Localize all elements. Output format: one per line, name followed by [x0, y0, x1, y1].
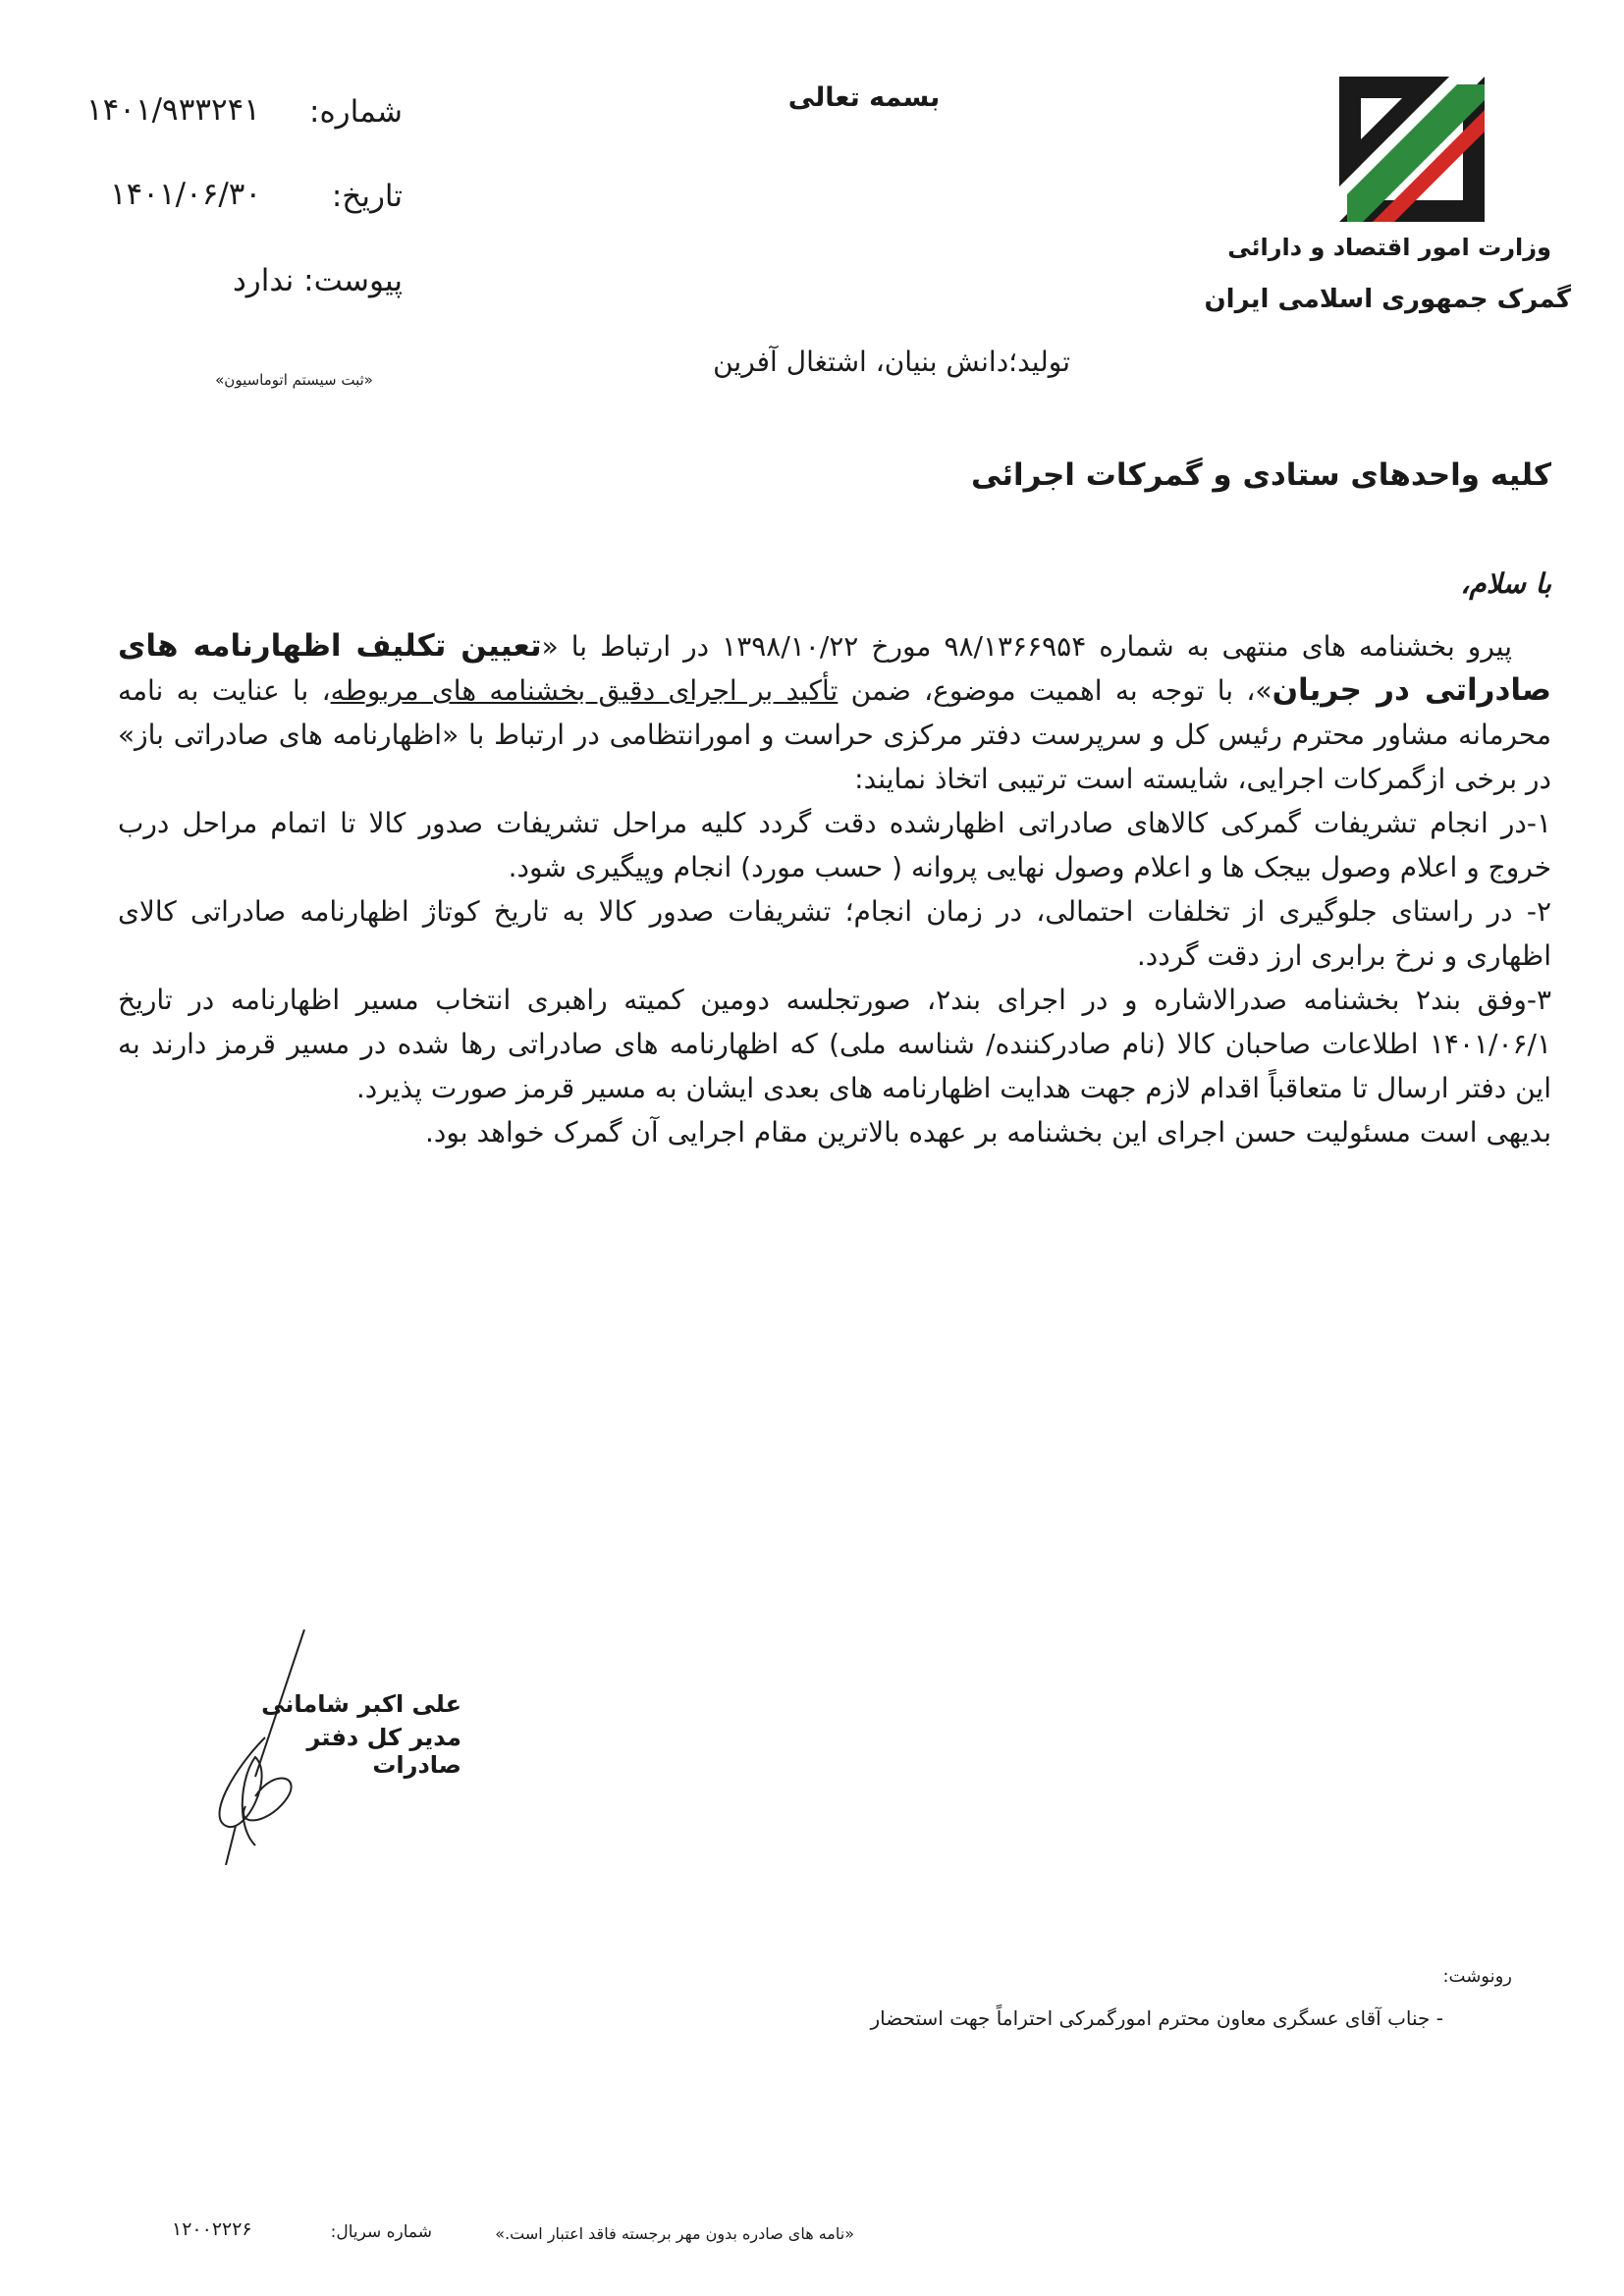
intro-text-3: ، با عنایت به نامه محرمانه مشاور محترم رئیس کل و سرپرست دفتر مرکزی حراست و امورانتظامی در ارتباط با «اظهارنامه های صادراتی باز» در برخی ازگمرکات اجرایی، شایسته است ترتیبی اتخاذ نمایند: [118, 674, 1551, 795]
bismillah-heading: بسمه تعالی [787, 82, 941, 113]
ministry-name: وزارت امور اقتصاد و دارائی [1227, 234, 1551, 261]
letter-number-value: ۱۴۰۱/۹۳۳۲۴۱ [86, 92, 260, 128]
intro-text-2: »، با توجه به اهمیت موضوع، ضمن [838, 674, 1272, 707]
letter-body [118, 624, 1551, 1154]
validity-note: «نامه های صادره بدون مهر برجسته فاقد اعتبار است.» [495, 2224, 854, 2243]
cc-recipient: - جناب آقای عسگری معاون محترم امورگمرکی احتراماً جهت استحضار [870, 2006, 1443, 2030]
letter-date-value: ۱۴۰۱/۰۶/۳۰ [110, 177, 262, 212]
salutation: با سلام، [1460, 567, 1551, 600]
letter-date-label: تاریخ: [331, 179, 403, 214]
year-slogan: تولید؛دانش بنیان، اشتغال آفرین [713, 346, 1070, 378]
intro-text-1: پیرو بخشنامه های منتهی به شماره ۹۸/۱۳۶۶۹۵۴ مورخ ۱۳۹۸/۱۰/۲۲ در ارتباط با « [541, 630, 1513, 663]
organization-name: گمرک جمهوری اسلامی ایران [1204, 285, 1571, 314]
signatory-title: مدیر کل دفتر صادرات [306, 1724, 461, 1779]
item-3-paragraph: ۳-وفق بند۲ بخشنامه صدرالاشاره و در اجرای بند۲، صورتجلسه دومین کمیته راهبری انتخاب مسیر اظهارنامه در تاریخ ۱۴۰۱/۰۶/۱ اطلاعات صاحبان کالا (نام صادرکننده/ شناسه ملی) که اظهارنامه های صادراتی رها شده در مسیر قرمز دارند به این دفتر ارسال تا متعاقباً اقدام لازم جهت هدایت اظهارنامه های بعدی ایشان به مسیر قرمز صورت پذیرد. [118, 984, 1551, 1104]
recipient-heading: کلیه واحدهای ستادی و گمرکات اجرائی [971, 457, 1551, 493]
automation-note: «ثبت سیستم اتوماسیون» [215, 371, 373, 389]
intro-bold-subject: تعیین تکلیف اظهارنامه های صادراتی در جریان [118, 628, 1552, 708]
closing-paragraph: بدیهی است مسئولیت حسن اجرای این بخشنامه بر عهده بالاترین مقام اجرایی آن گمرک خواهد بود. [424, 1116, 1551, 1148]
letter-number-label: شماره: [309, 94, 403, 130]
item-1-paragraph: ۱-در انجام تشریفات گمرکی کالاهای صادراتی اظهارشده دقت گردد کلیه مراحل تشریفات صدور کالا تا اتمام مراحل درب خروج و اعلام وصول بیجک ها و اعلام وصول نهایی پروانه ( حسب مورد) انجام وپیگیری شود. [118, 807, 1551, 883]
intro-underlined-text: تأکید بر اجرای دقیق بخشنامه های مربوطه [330, 674, 839, 707]
intro-paragraph [118, 624, 1551, 801]
item-2-paragraph: ۲- در راستای جلوگیری از تخلفات احتمالی، در زمان انجام؛ تشریفات صدور کالا به تاریخ کوتاژ اظهارنامه صادراتی کالای اظهاری و نرخ برابری ارز دقت گردد. [118, 895, 1551, 972]
serial-number-value: ۱۲۰۰۲۲۲۶ [172, 2218, 252, 2240]
signatory-name: علی اکبر شامانی [261, 1690, 461, 1718]
cc-label: رونوشت: [1442, 1966, 1512, 1987]
customs-logo [1333, 71, 1490, 228]
serial-number-label: شماره سریال: [330, 2222, 432, 2242]
attachment-label: پیوست: ندارد [233, 263, 403, 298]
